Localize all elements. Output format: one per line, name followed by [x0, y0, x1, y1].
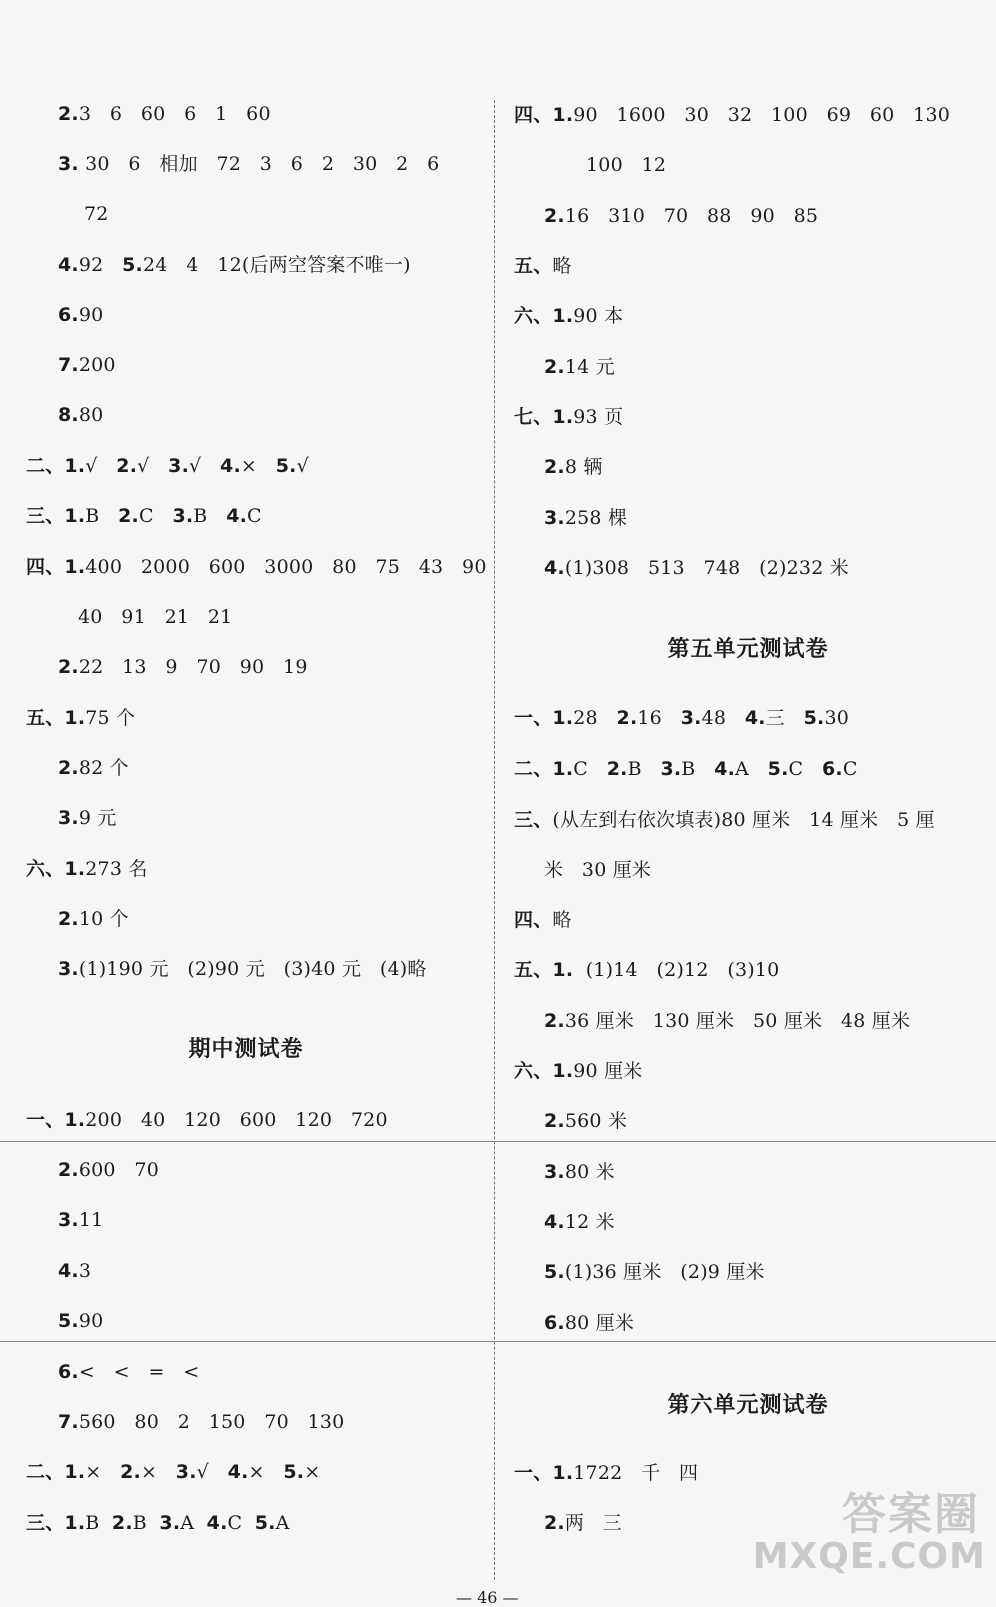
left-line [26, 555, 487, 579]
answer-text: × [240, 455, 276, 477]
answer-text: 48 [701, 707, 745, 729]
item-number: 3. [58, 958, 79, 980]
item-number: 6. [544, 1312, 565, 1334]
answer-text: 258 棵 [564, 507, 628, 529]
item-number: 3. [58, 1209, 79, 1231]
item-number: 七、1. [514, 406, 574, 428]
item-number: 2. [544, 1512, 565, 1534]
left-line [58, 907, 129, 931]
right-line [514, 405, 623, 429]
item-number: 五、1. [514, 959, 574, 981]
answer-text: 273 名 [85, 858, 148, 880]
item-number: 四、1. [514, 104, 574, 126]
page-number: — 46 — [456, 1588, 519, 1607]
answer-text: 28 [573, 707, 617, 729]
item-number: 2. [616, 707, 638, 729]
answer-text: √ [296, 455, 309, 477]
answer-text: (1)308 513 748 (2)232 米 [564, 557, 849, 579]
left-line [58, 655, 308, 679]
item-number: 3. [58, 807, 79, 829]
midterm-line [58, 1259, 91, 1283]
item-number: 2. [544, 1010, 565, 1032]
answer-text: C [247, 505, 262, 527]
answer-text: 24 4 12(后两空答案不唯一) [142, 254, 411, 276]
item-number: 三、1. [26, 1512, 86, 1534]
item-number: 4. [544, 557, 565, 579]
midterm-line [26, 1108, 388, 1132]
answer-text: 1722 千 四 [573, 1462, 699, 1484]
answer-text: √ [137, 455, 169, 477]
answer-text: 三 [765, 707, 804, 729]
unit5-line [514, 808, 935, 832]
answer-text: 90 本 [573, 305, 624, 327]
item-number: 4. [227, 1461, 249, 1483]
left-line [58, 957, 427, 981]
answer-text: 11 [78, 1209, 104, 1231]
left-line [26, 454, 309, 478]
item-number: 8. [58, 404, 79, 426]
item-number: 2. [58, 757, 79, 779]
midterm-line [58, 1158, 159, 1182]
left-line [58, 253, 411, 277]
item-number: 2. [116, 455, 138, 477]
answer-text: 90 [78, 304, 104, 326]
item-number: 一、1. [514, 1462, 574, 1484]
answer-text: √ [85, 455, 117, 477]
item-number: 2. [544, 456, 565, 478]
item-number: 四、 [514, 909, 553, 931]
item-number: 2. [606, 758, 628, 780]
answer-text: √ [196, 1461, 228, 1483]
unit5-line [544, 1009, 910, 1033]
answer-text: 200 [78, 354, 116, 376]
answer-text: 16 [637, 707, 681, 729]
item-number: 六、1. [26, 858, 86, 880]
midterm-line [58, 1309, 103, 1333]
answer-text: C [138, 505, 173, 527]
answer-text: C [842, 758, 858, 780]
item-number: 2. [120, 1461, 141, 1483]
item-number: 4. [58, 1260, 79, 1282]
answer-text: 略 [552, 909, 572, 931]
item-number: 3. [544, 1161, 565, 1183]
item-number: 2. [111, 1512, 133, 1534]
unit6-line [544, 1511, 622, 1535]
answer-text: 75 个 [85, 707, 136, 729]
item-number: 4. [226, 505, 248, 527]
item-number: 2. [58, 1159, 79, 1181]
unit5-line [544, 1311, 634, 1335]
section-title-unit5: 第五单元测试卷 [667, 637, 829, 662]
midterm-line [58, 1208, 103, 1232]
answer-text: (1)36 厘米 (2)9 厘米 [564, 1261, 765, 1283]
watermark-top: 答案圈 [842, 1489, 980, 1540]
item-number: 4. [544, 1211, 565, 1233]
answer-text: 90 1600 30 32 100 69 60 130 [573, 104, 951, 126]
right-line [514, 254, 572, 278]
item-number: 3. [172, 505, 194, 527]
item-number: 7. [58, 1411, 79, 1433]
item-number: 6. [58, 1361, 79, 1383]
answer-text: 80 米 [564, 1161, 615, 1183]
item-number: 3. [680, 707, 702, 729]
scan-line-1 [0, 1141, 996, 1142]
answer-text: (从左到右依次填表)80 厘米 14 厘米 5 厘 [552, 809, 935, 831]
answer-text: C [227, 1512, 255, 1534]
item-number: 一、1. [514, 707, 574, 729]
item-number: 3. [660, 758, 682, 780]
item-number: 2. [118, 505, 139, 527]
right-line [514, 103, 950, 127]
unit5-line [544, 1109, 627, 1133]
unit5-line [544, 1260, 765, 1284]
left-line [58, 806, 117, 830]
answer-text: 3 6 60 6 1 60 [78, 103, 271, 125]
unit5-line [514, 958, 779, 982]
answer-text: A [275, 1512, 290, 1534]
left-line [58, 102, 271, 126]
right-line [514, 304, 623, 328]
midterm-line [26, 1460, 320, 1484]
item-number: 4. [58, 254, 79, 276]
answer-text: 略 [552, 255, 572, 277]
item-number: 2. [544, 1110, 565, 1132]
item-number: 4. [206, 1512, 228, 1534]
left-line [26, 857, 148, 881]
unit5-line [544, 1210, 615, 1234]
answer-text: 36 厘米 130 厘米 50 厘米 48 厘米 [564, 1010, 911, 1032]
item-number: 7. [58, 354, 79, 376]
answer-text: 560 米 [564, 1110, 628, 1132]
unit5-line [514, 908, 572, 932]
item-number: 2. [58, 103, 79, 125]
answer-text: 560 80 2 150 70 130 [78, 1411, 345, 1433]
watermark-bottom: MXQE.COM [752, 1536, 986, 1577]
item-number: 2. [544, 356, 565, 378]
answer-text: 80 [78, 404, 104, 426]
answer-text: 8 辆 [564, 456, 603, 478]
midterm-line [58, 1410, 344, 1434]
answer-text: 22 13 9 70 90 19 [78, 656, 308, 678]
item-number: 五、 [514, 255, 553, 277]
answer-text: 两 三 [564, 1512, 622, 1534]
answer-text: A [735, 758, 768, 780]
left-line [58, 152, 439, 176]
item-number: 3. [159, 1512, 181, 1534]
answer-text: 14 元 [564, 356, 615, 378]
item-number: 2. [58, 908, 79, 930]
unit5-line [514, 706, 849, 730]
answer-text: × [140, 1461, 176, 1483]
item-number: 3. [544, 507, 565, 529]
answer-text: 400 2000 600 3000 80 75 43 90 [85, 556, 487, 578]
left-line [84, 202, 109, 226]
answer-text: × [85, 1461, 121, 1483]
answer-text: 16 310 70 88 90 85 [564, 205, 819, 227]
answer-text: 90 厘米 [573, 1060, 643, 1082]
answer-text: B [627, 758, 661, 780]
item-number: 一、1. [26, 1109, 86, 1131]
right-line [586, 153, 666, 177]
midterm-line [26, 1511, 289, 1535]
answer-text: 80 厘米 [564, 1312, 635, 1334]
unit6-line [514, 1461, 698, 1485]
item-number: 5. [275, 455, 297, 477]
left-line [58, 403, 103, 427]
answer-text: 3 [78, 1260, 92, 1282]
right-line [544, 556, 849, 580]
answer-text: × [304, 1461, 321, 1483]
answer-text: B [681, 758, 715, 780]
answer-text: √ [189, 455, 221, 477]
answer-text: 90 [78, 1310, 104, 1332]
item-number: 4. [714, 758, 736, 780]
answer-text: C [573, 758, 607, 780]
item-number: 二、1. [26, 455, 86, 477]
answer-text: C [788, 758, 822, 780]
item-number: 2. [58, 656, 79, 678]
answer-text: 92 [78, 254, 123, 276]
answer-text: 100 12 [586, 154, 667, 176]
item-number: 六、1. [514, 305, 574, 327]
answer-text: B [85, 505, 119, 527]
answer-text: 9 元 [78, 807, 117, 829]
item-number: 5. [767, 758, 789, 780]
right-line [544, 355, 615, 379]
column-divider [494, 100, 495, 1580]
left-line [58, 353, 116, 377]
answer-text: 米 30 厘米 [544, 859, 652, 881]
answer-text: A [180, 1512, 207, 1534]
section-title-midterm: 期中测试卷 [188, 1037, 304, 1062]
unit5-line [514, 757, 858, 781]
left-line [58, 756, 129, 780]
midterm-line [58, 1360, 199, 1384]
item-number: 5. [122, 254, 143, 276]
scan-line-2 [0, 1341, 996, 1342]
item-number: 5. [803, 707, 825, 729]
left-line [26, 504, 262, 528]
answer-text: 10 个 [78, 908, 129, 930]
left-line [26, 706, 135, 730]
left-line [58, 303, 103, 327]
item-number: 六、1. [514, 1060, 574, 1082]
section-title-unit6: 第六单元测试卷 [667, 1393, 829, 1418]
answer-text: 200 40 120 600 120 720 [85, 1109, 388, 1131]
unit5-line [544, 1160, 615, 1184]
right-line [544, 204, 818, 228]
item-number: 5. [58, 1310, 79, 1332]
answer-text: 40 91 21 21 [78, 606, 233, 628]
answer-text: B [132, 1512, 160, 1534]
answer-text: 82 个 [78, 757, 129, 779]
answer-text: < < = < [78, 1361, 200, 1383]
answer-text: 600 70 [78, 1159, 160, 1181]
unit5-line [514, 1059, 642, 1083]
answer-text: B [85, 1512, 112, 1534]
item-number: 5. [544, 1261, 565, 1283]
item-number: 二、1. [26, 1461, 86, 1483]
item-number: 4. [744, 707, 766, 729]
answer-text: (1)190 元 (2)90 元 (3)40 元 (4)略 [78, 958, 427, 980]
item-number: 四、1. [26, 556, 86, 578]
watermark-logo [752, 1478, 986, 1594]
item-number: 五、1. [26, 707, 86, 729]
item-number: 3. [175, 1461, 197, 1483]
answer-text: 72 [84, 203, 109, 225]
answer-text: 30 [824, 707, 850, 729]
item-number: 三、 [514, 809, 553, 831]
answer-text: (1)14 (2)12 (3)10 [573, 959, 780, 981]
answer-text: × [248, 1461, 284, 1483]
item-number: 6. [58, 304, 79, 326]
unit5-line [544, 858, 651, 882]
left-line [78, 605, 232, 629]
right-line [544, 506, 627, 530]
item-number: 二、1. [514, 758, 574, 780]
answer-text: 93 页 [573, 406, 624, 428]
item-number: 2. [544, 205, 565, 227]
item-number: 3. [58, 153, 79, 175]
item-number: 3. [168, 455, 189, 477]
item-number: 4. [220, 455, 241, 477]
answer-text: 12 米 [564, 1211, 615, 1233]
item-number: 三、1. [26, 505, 86, 527]
answer-text: B [193, 505, 227, 527]
right-line [544, 455, 603, 479]
item-number: 5. [254, 1512, 276, 1534]
item-number: 6. [821, 758, 843, 780]
answer-text: 30 6 相加 72 3 6 2 30 2 6 [78, 153, 440, 175]
item-number: 5. [283, 1461, 305, 1483]
